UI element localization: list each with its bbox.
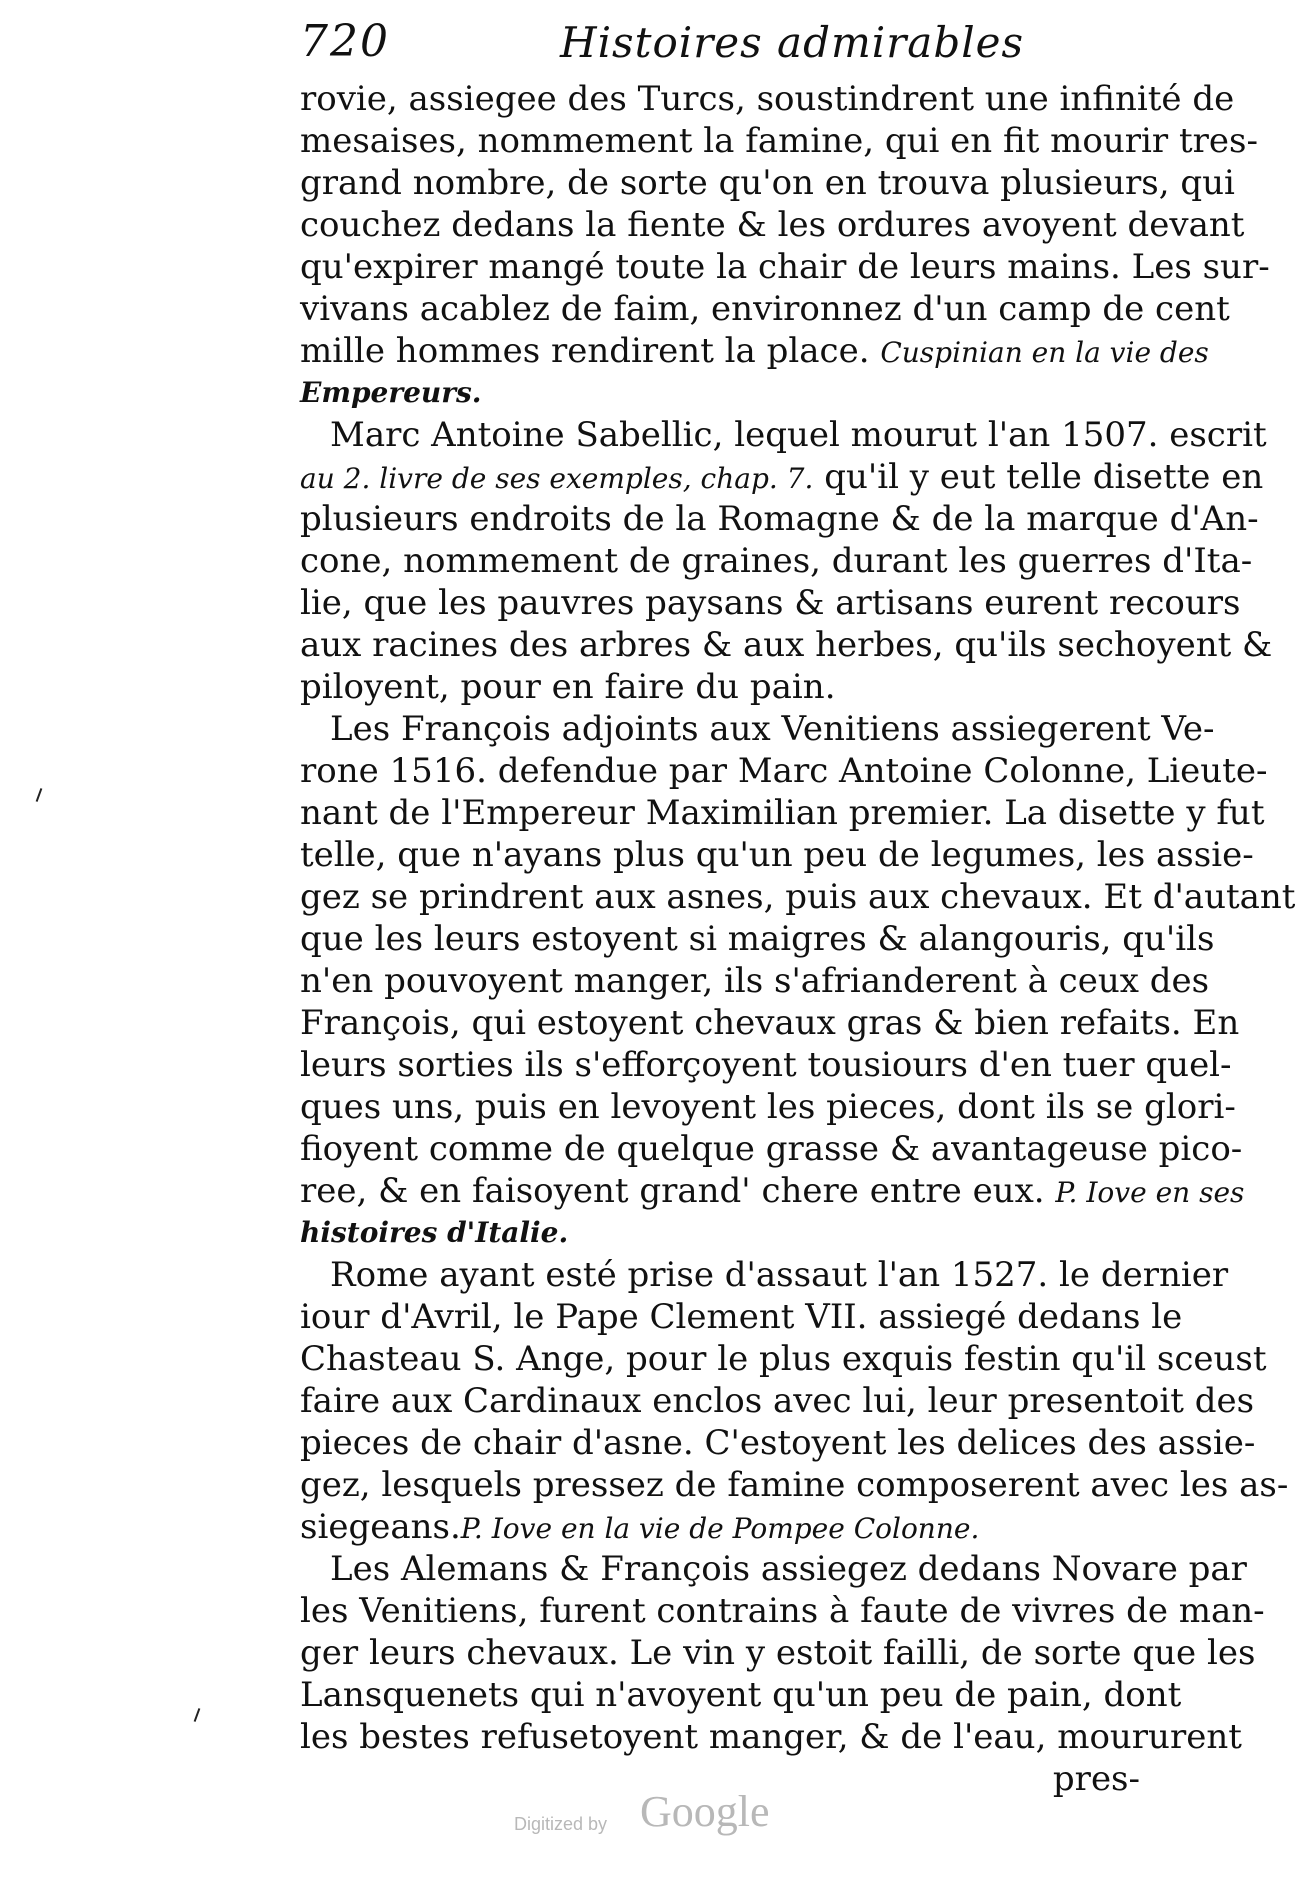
text-line: couchez dedans la fiente & les ordures avoyent devant (300, 205, 1245, 245)
text-line: rovie, assiegee des Turcs, soustindrent une infinité de (300, 79, 1235, 119)
text-line: faire aux Cardinaux enclos avec lui, leur presentoit des (300, 1381, 1255, 1421)
ink-speck (36, 788, 43, 802)
text-line: Les François adjoints aux Venitiens assiegerent Ve- (330, 709, 1215, 749)
text-line: rone 1516. defendue par Marc Antoine Colonne, Lieute- (300, 751, 1268, 791)
ink-speck (194, 1708, 201, 1722)
text-line: vivans acablez de faim, environnez d'un camp de cent (300, 289, 1230, 329)
text-line: telle, que n'ayans plus qu'un peu de legumes, les assie- (300, 835, 1254, 875)
digitization-watermark (514, 1786, 794, 1846)
text-line: n'en pouvoyent manger, ils s'afrianderent à ceux des (300, 961, 1210, 1001)
citation: P. Iove en la vie de Pompee Colonne. (460, 1512, 980, 1545)
text-line: nant de l'Empereur Maximilian premier. La disette y fut (300, 793, 1265, 833)
text-line: ger leurs chevaux. Le vin y estoit failli, de sorte que les (300, 1633, 1256, 1673)
text-line: Chasteau S. Ange, pour le plus exquis festin qu'il sceust (300, 1339, 1267, 1379)
text-line: Marc Antoine Sabellic, lequel mourut l'an 1507. escrit (330, 415, 1267, 455)
text-line: aux racines des arbres & aux herbes, qu'ils sechoyent & (300, 625, 1273, 665)
text-line: iour d'Avril, le Pape Clement VII. assiegé dedans le (300, 1297, 1183, 1337)
text-line: lie, que les pauvres paysans & artisans eurent recours (300, 583, 1241, 623)
text-line: piloyent, pour en faire du pain. (300, 667, 836, 707)
page-number: 720 (300, 16, 390, 67)
text-line: Les Alemans & François assiegez dedans Novare par (330, 1549, 1247, 1589)
citation: au 2. livre de ses exemples, chap. 7. (300, 462, 814, 495)
text-line: pieces de chair d'asne. C'estoyent les delices des assie- (300, 1423, 1256, 1463)
body-text (300, 78, 1295, 1800)
text-line: mesaises, nommement la famine, qui en fit mourir tres- (300, 121, 1258, 161)
text-line: ques uns, puis en levoyent les pieces, dont ils se glori- (300, 1087, 1236, 1127)
text-line: mille hommes rendirent la place. Cuspinian en la vie des (300, 331, 1209, 371)
text-line: les Venitiens, furent contrains à faute de vivres de man- (300, 1591, 1265, 1631)
catchword: pres- (1052, 1759, 1140, 1799)
text-line: que les leurs estoyent si maigres & alangouris, qu'ils (300, 919, 1215, 959)
citation: Cuspinian en la vie des (880, 336, 1209, 369)
running-title: Histoires admirables (560, 18, 1025, 67)
text-line: plusieurs endroits de la Romagne & de la marque d'An- (300, 499, 1259, 539)
google-logo: Google (640, 1787, 770, 1836)
citation-line: Empereurs. (300, 376, 482, 409)
text-line: grand nombre, de sorte qu'on en trouva plusieurs, qui (300, 163, 1235, 203)
text-line: ree, & en faisoyent grand' chere entre eux. P. Iove en ses (300, 1171, 1245, 1211)
text-line: Lansquenets qui n'avoyent qu'un peu de pain, dont (300, 1675, 1182, 1715)
text-line: cone, nommement de graines, durant les guerres d'Ita- (300, 541, 1253, 581)
citation-line: histoires d'Italie. (300, 1216, 569, 1249)
text-line: siegeans.P. Iove en la vie de Pompee Colonne. (300, 1507, 980, 1547)
digitized-label: Digitized by (514, 1814, 608, 1834)
text-line: gez se prindrent aux asnes, puis aux chevaux. Et d'autant (300, 877, 1295, 917)
text-line: gez, lesquels pressez de famine composerent avec les as- (300, 1465, 1289, 1505)
text-line: fioyent comme de quelque grasse & avantageuse pico- (300, 1129, 1243, 1169)
page-header (300, 16, 1140, 76)
text-line: les bestes refusetoyent manger, & de l'eau, moururent (300, 1717, 1242, 1757)
citation: P. Iove en ses (1055, 1176, 1245, 1209)
text-line: Rome ayant esté prise d'assaut l'an 1527. le dernier (330, 1255, 1229, 1295)
text-line: qu'expirer mangé toute la chair de leurs mains. Les sur- (300, 247, 1270, 287)
text-line: au 2. livre de ses exemples, chap. 7. qu'il y eut telle disette en (300, 457, 1264, 497)
text-line: leurs sorties ils s'efforçoyent tousiours d'en tuer quel- (300, 1045, 1232, 1085)
text-line: François, qui estoyent chevaux gras & bien refaits. En (300, 1003, 1240, 1043)
